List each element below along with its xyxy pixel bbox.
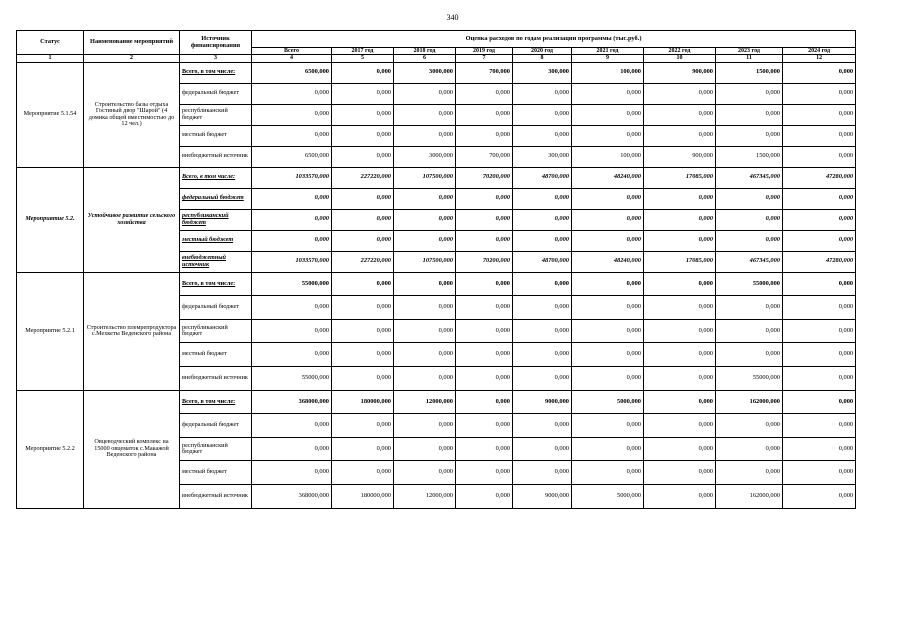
funding-source: республиканский бюджет — [180, 319, 252, 343]
amount-cell: 0,000 — [783, 104, 856, 125]
header-year: 2021 год — [572, 48, 644, 55]
header-status: Статус — [17, 31, 84, 55]
amount-cell: 0,000 — [394, 461, 456, 485]
header-column-number: 9 — [572, 55, 644, 62]
amount-cell: 700,000 — [456, 146, 513, 167]
amount-cell: 55000,000 — [716, 272, 783, 296]
measure-group — [17, 390, 856, 508]
amount-cell: 0,000 — [332, 319, 394, 343]
amount-cell: 900,000 — [644, 146, 716, 167]
amount-cell: 1500,000 — [716, 62, 783, 83]
page-number: 340 — [446, 13, 459, 22]
amount-cell: 0,000 — [456, 390, 513, 414]
amount-cell: 0,000 — [644, 296, 716, 320]
amount-cell: 3000,000 — [394, 62, 456, 83]
amount-cell: 0,000 — [572, 319, 644, 343]
amount-cell: 48700,000 — [513, 167, 572, 188]
amount-cell: 0,000 — [332, 125, 394, 146]
amount-cell: 0,000 — [783, 319, 856, 343]
amount-cell: 0,000 — [456, 343, 513, 367]
header-column-number: 8 — [513, 55, 572, 62]
amount-cell: 48240,000 — [572, 251, 644, 272]
amount-cell: 0,000 — [644, 188, 716, 209]
amount-cell: 0,000 — [394, 83, 456, 104]
funding-source: внебюджетный источник — [180, 366, 252, 390]
amount-cell: 0,000 — [644, 390, 716, 414]
amount-cell: 0,000 — [332, 209, 394, 230]
amount-cell: 0,000 — [783, 146, 856, 167]
amount-cell: 0,000 — [716, 125, 783, 146]
amount-cell: 0,000 — [783, 414, 856, 438]
amount-cell: 900,000 — [644, 62, 716, 83]
amount-cell: 0,000 — [572, 125, 644, 146]
amount-cell: 0,000 — [394, 188, 456, 209]
amount-cell: 0,000 — [513, 209, 572, 230]
amount-cell: 0,000 — [513, 461, 572, 485]
amount-cell: 0,000 — [572, 414, 644, 438]
amount-cell: 9000,000 — [513, 390, 572, 414]
amount-cell: 700,000 — [456, 62, 513, 83]
funding-source: Всего, в том числе: — [180, 272, 252, 296]
header-year: 2018 год — [394, 48, 456, 55]
header-year: 2017 год — [332, 48, 394, 55]
funding-source: внебюджетный источник — [180, 251, 252, 272]
funding-source: местный бюджет — [180, 230, 252, 251]
amount-cell: 6500,000 — [252, 62, 332, 83]
amount-cell: 0,000 — [572, 209, 644, 230]
amount-cell: 70200,000 — [456, 251, 513, 272]
amount-cell: 0,000 — [394, 437, 456, 461]
amount-cell: 0,000 — [394, 272, 456, 296]
amount-cell: 0,000 — [716, 230, 783, 251]
amount-cell: 0,000 — [513, 319, 572, 343]
amount-cell: 0,000 — [252, 414, 332, 438]
amount-cell: 17085,000 — [644, 167, 716, 188]
amount-cell: 55000,000 — [716, 366, 783, 390]
measure-name: Строительство базы отдыха Гостиный двор "Шарой" (4 домика общей вместимостью до 12 чел.) — [84, 62, 180, 167]
amount-cell: 0,000 — [783, 209, 856, 230]
amount-cell: 0,000 — [783, 390, 856, 414]
amount-cell: 368000,000 — [252, 484, 332, 508]
amount-cell: 0,000 — [394, 319, 456, 343]
funding-source: республиканский бюджет — [180, 209, 252, 230]
amount-cell: 0,000 — [644, 319, 716, 343]
amount-cell: 0,000 — [513, 188, 572, 209]
amount-cell: 47280,000 — [783, 251, 856, 272]
amount-cell: 368000,000 — [252, 390, 332, 414]
header-year: 2023 год — [716, 48, 783, 55]
measure-status: Мероприятие 5.2.2 — [17, 390, 84, 508]
amount-cell: 0,000 — [456, 209, 513, 230]
amount-cell: 0,000 — [252, 209, 332, 230]
measure-group — [17, 167, 856, 272]
measure-group — [17, 62, 856, 167]
amount-cell: 0,000 — [783, 230, 856, 251]
amount-cell: 0,000 — [572, 104, 644, 125]
header-year: 2024 год — [783, 48, 856, 55]
table-row — [17, 390, 856, 414]
amount-cell: 0,000 — [572, 366, 644, 390]
measure-name: Устойчивое развитие сельского хозяйства — [84, 167, 180, 272]
amount-cell: 0,000 — [456, 319, 513, 343]
amount-cell: 0,000 — [513, 343, 572, 367]
funding-source: Всего, в том числе: — [180, 390, 252, 414]
amount-cell: 467345,000 — [716, 251, 783, 272]
header-column-number: 4 — [252, 55, 332, 62]
amount-cell: 0,000 — [716, 296, 783, 320]
amount-cell: 0,000 — [332, 188, 394, 209]
amount-cell: 467345,000 — [716, 167, 783, 188]
amount-cell: 12000,000 — [394, 484, 456, 508]
amount-cell: 0,000 — [716, 83, 783, 104]
amount-cell: 0,000 — [394, 209, 456, 230]
funding-source: федеральный бюджет — [180, 83, 252, 104]
amount-cell: 0,000 — [716, 461, 783, 485]
budget-table — [16, 30, 856, 509]
amount-cell: 17085,000 — [644, 251, 716, 272]
header-source: Источник финансирования — [180, 31, 252, 55]
amount-cell: 0,000 — [332, 146, 394, 167]
header-column-number: 6 — [394, 55, 456, 62]
measure-status: Мероприятие 5.1.54 — [17, 62, 84, 167]
header-column-number: 3 — [180, 55, 252, 62]
amount-cell: 0,000 — [456, 414, 513, 438]
amount-cell: 0,000 — [456, 83, 513, 104]
amount-cell: 100,000 — [572, 146, 644, 167]
amount-cell: 0,000 — [394, 366, 456, 390]
funding-source: республиканский бюджет — [180, 437, 252, 461]
amount-cell: 0,000 — [456, 461, 513, 485]
amount-cell: 0,000 — [394, 125, 456, 146]
amount-cell: 0,000 — [252, 125, 332, 146]
amount-cell: 0,000 — [252, 319, 332, 343]
amount-cell: 0,000 — [332, 366, 394, 390]
amount-cell: 180000,000 — [332, 484, 394, 508]
funding-source: федеральный бюджет — [180, 296, 252, 320]
amount-cell: 180000,000 — [332, 390, 394, 414]
amount-cell: 0,000 — [783, 343, 856, 367]
amount-cell: 0,000 — [456, 104, 513, 125]
amount-cell: 0,000 — [456, 188, 513, 209]
amount-cell: 0,000 — [513, 272, 572, 296]
amount-cell: 9000,000 — [513, 484, 572, 508]
funding-source: Всего, в том числе: — [180, 167, 252, 188]
amount-cell: 0,000 — [716, 343, 783, 367]
amount-cell: 0,000 — [394, 296, 456, 320]
amount-cell: 107500,000 — [394, 251, 456, 272]
amount-cell: 3000,000 — [394, 146, 456, 167]
amount-cell: 0,000 — [513, 296, 572, 320]
header-column-number: 5 — [332, 55, 394, 62]
amount-cell: 0,000 — [456, 296, 513, 320]
amount-cell: 0,000 — [252, 461, 332, 485]
amount-cell: 0,000 — [783, 188, 856, 209]
amount-cell: 0,000 — [783, 437, 856, 461]
amount-cell: 0,000 — [252, 230, 332, 251]
amount-cell: 0,000 — [644, 230, 716, 251]
amount-cell: 0,000 — [783, 125, 856, 146]
amount-cell: 0,000 — [783, 272, 856, 296]
header-measure: Наименование мероприятий — [84, 31, 180, 55]
header-column-number: 7 — [456, 55, 513, 62]
amount-cell: 0,000 — [332, 104, 394, 125]
amount-cell: 0,000 — [644, 366, 716, 390]
header-year: Всего — [252, 48, 332, 55]
funding-source: федеральный бюджет — [180, 188, 252, 209]
amount-cell: 0,000 — [332, 230, 394, 251]
amount-cell: 0,000 — [394, 414, 456, 438]
amount-cell: 5000,000 — [572, 484, 644, 508]
amount-cell: 107500,000 — [394, 167, 456, 188]
amount-cell: 0,000 — [513, 104, 572, 125]
amount-cell: 0,000 — [456, 272, 513, 296]
amount-cell: 0,000 — [394, 230, 456, 251]
funding-source: местный бюджет — [180, 461, 252, 485]
amount-cell: 0,000 — [572, 83, 644, 104]
amount-cell: 0,000 — [252, 188, 332, 209]
amount-cell: 0,000 — [644, 437, 716, 461]
amount-cell: 48700,000 — [513, 251, 572, 272]
amount-cell: 0,000 — [572, 230, 644, 251]
header-column-number: 2 — [84, 55, 180, 62]
amount-cell: 0,000 — [644, 83, 716, 104]
amount-cell: 0,000 — [332, 461, 394, 485]
amount-cell: 0,000 — [252, 296, 332, 320]
amount-cell: 0,000 — [644, 343, 716, 367]
amount-cell: 1500,000 — [716, 146, 783, 167]
amount-cell: 100,000 — [572, 62, 644, 83]
amount-cell: 55000,000 — [252, 366, 332, 390]
amount-cell: 0,000 — [252, 83, 332, 104]
amount-cell: 5000,000 — [572, 390, 644, 414]
amount-cell: 0,000 — [644, 272, 716, 296]
amount-cell: 0,000 — [644, 104, 716, 125]
header-column-number: 10 — [644, 55, 716, 62]
amount-cell: 0,000 — [644, 461, 716, 485]
amount-cell: 0,000 — [513, 414, 572, 438]
amount-cell: 0,000 — [783, 62, 856, 83]
amount-cell: 0,000 — [644, 125, 716, 146]
amount-cell: 0,000 — [252, 104, 332, 125]
amount-cell: 0,000 — [716, 414, 783, 438]
amount-cell: 6500,000 — [252, 146, 332, 167]
table-row — [17, 272, 856, 296]
amount-cell: 0,000 — [572, 461, 644, 485]
amount-cell: 0,000 — [716, 104, 783, 125]
amount-cell: 300,000 — [513, 62, 572, 83]
amount-cell: 0,000 — [783, 366, 856, 390]
amount-cell: 0,000 — [456, 437, 513, 461]
measure-status: Мероприятие 5.2. — [17, 167, 84, 272]
amount-cell: 0,000 — [783, 484, 856, 508]
amount-cell: 0,000 — [332, 296, 394, 320]
funding-source: республиканский бюджет — [180, 104, 252, 125]
measure-name: Строительство племрепродуктора с.Мехкеты Веденского района — [84, 272, 180, 390]
funding-source: местный бюджет — [180, 125, 252, 146]
amount-cell: 300,000 — [513, 146, 572, 167]
measure-name: Овцеводческий комплекс на 15000 овцематок с.Макажой Веденского района — [84, 390, 180, 508]
funding-source: местный бюджет — [180, 343, 252, 367]
amount-cell: 0,000 — [572, 437, 644, 461]
amount-cell: 0,000 — [513, 437, 572, 461]
amount-cell: 55000,000 — [252, 272, 332, 296]
amount-cell: 1033570,000 — [252, 251, 332, 272]
amount-cell: 0,000 — [716, 209, 783, 230]
amount-cell: 0,000 — [513, 230, 572, 251]
amount-cell: 0,000 — [456, 230, 513, 251]
amount-cell: 0,000 — [513, 125, 572, 146]
amount-cell: 0,000 — [332, 83, 394, 104]
amount-cell: 0,000 — [252, 437, 332, 461]
amount-cell: 0,000 — [716, 319, 783, 343]
amount-cell: 0,000 — [332, 343, 394, 367]
amount-cell: 0,000 — [572, 343, 644, 367]
amount-cell: 0,000 — [783, 83, 856, 104]
amount-cell: 0,000 — [456, 125, 513, 146]
amount-cell: 0,000 — [783, 296, 856, 320]
funding-source: федеральный бюджет — [180, 414, 252, 438]
header-year: 2020 год — [513, 48, 572, 55]
amount-cell: 0,000 — [394, 343, 456, 367]
header-year: 2019 год — [456, 48, 513, 55]
measure-group — [17, 272, 856, 390]
amount-cell: 0,000 — [644, 209, 716, 230]
funding-source: Всего, в том числе: — [180, 62, 252, 83]
amount-cell: 47280,000 — [783, 167, 856, 188]
amount-cell: 48240,000 — [572, 167, 644, 188]
header-year: 2022 год — [644, 48, 716, 55]
amount-cell: 0,000 — [332, 272, 394, 296]
header-column-number: 1 — [17, 55, 84, 62]
amount-cell: 0,000 — [394, 104, 456, 125]
measure-status: Мероприятие 5.2.1 — [17, 272, 84, 390]
table-row — [17, 167, 856, 188]
amount-cell: 0,000 — [456, 484, 513, 508]
amount-cell: 0,000 — [644, 414, 716, 438]
amount-cell: 227220,000 — [332, 251, 394, 272]
amount-cell: 227220,000 — [332, 167, 394, 188]
amount-cell: 0,000 — [332, 414, 394, 438]
amount-cell: 0,000 — [716, 188, 783, 209]
header-estimate: Оценка расходов по годам реализации программы (тыс.руб.) — [252, 31, 856, 48]
amount-cell: 162000,000 — [716, 484, 783, 508]
amount-cell: 0,000 — [572, 272, 644, 296]
amount-cell: 0,000 — [644, 484, 716, 508]
amount-cell: 162000,000 — [716, 390, 783, 414]
amount-cell: 0,000 — [572, 296, 644, 320]
amount-cell: 0,000 — [252, 343, 332, 367]
amount-cell: 0,000 — [332, 437, 394, 461]
amount-cell: 0,000 — [332, 62, 394, 83]
amount-cell: 0,000 — [783, 461, 856, 485]
amount-cell: 0,000 — [572, 188, 644, 209]
funding-source: внебюджетный источник — [180, 146, 252, 167]
funding-source: внебюджетный источник — [180, 484, 252, 508]
header-column-number: 12 — [783, 55, 856, 62]
amount-cell: 1033570,000 — [252, 167, 332, 188]
amount-cell: 0,000 — [716, 437, 783, 461]
amount-cell: 70200,000 — [456, 167, 513, 188]
table-row — [17, 62, 856, 83]
header-column-number: 11 — [716, 55, 783, 62]
amount-cell: 0,000 — [513, 366, 572, 390]
amount-cell: 0,000 — [513, 83, 572, 104]
amount-cell: 12000,000 — [394, 390, 456, 414]
amount-cell: 0,000 — [456, 366, 513, 390]
